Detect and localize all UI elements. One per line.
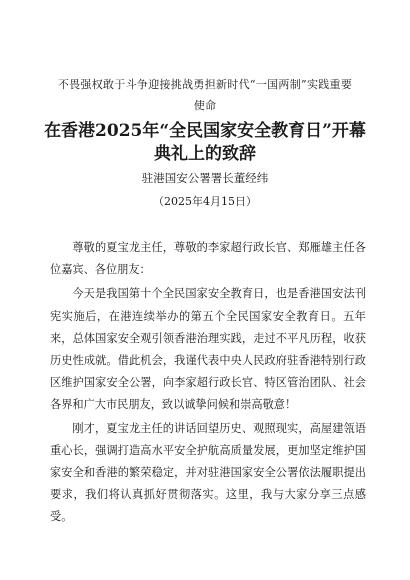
title-line-2: 典礼上的致辞 bbox=[154, 144, 256, 164]
body-paragraph: 今天是我国第十个全民国家安全教育日，也是香港国安法刊宪实施后，在港连续举办的第五个全民国家安全教育日。五年来，总体国家安全观引领香港治理实践，走过不平凡历程，收获历史性成就。借此机会，我谨代表中央人民政府驻香港特别行政区维护国家安全公署，向李家超行政长官、特区管治团队、社会各界和广大市民朋友，致以诚挚问候和崇高敬意！ bbox=[50, 287, 366, 412]
body-paragraph: 刚才，夏宝龙主任的讲话回望历史、观照现实，高屋建瓴语重心长，强调打造高水平安全护航高质量发展，更加坚定维护国家安全和香港的繁荣稳定，并对驻港国家安全公署依法履职提出要求，我们将认真抓好贯彻落实。这里，我与大家分享三点感受。 bbox=[50, 421, 366, 524]
supertitle-line-2: 使命 bbox=[193, 99, 217, 112]
document-title bbox=[40, 120, 370, 166]
speech-body bbox=[50, 237, 366, 529]
title-line-1: 在香港2025年“全民国家安全教育日”开幕 bbox=[44, 121, 366, 141]
salutation-paragraph: 尊敬的夏宝龙主任，尊敬的李家超行政长官、郑雁雄主任各位嘉宾、各位朋友： bbox=[50, 241, 366, 277]
speaker-byline: 驻港国安公署署长董经纬 bbox=[141, 171, 269, 185]
supertitle-line-1: 不畏强权敢于斗争迎接挑战勇担新时代“一国两制”实践重要 bbox=[57, 78, 353, 91]
document-supertitle bbox=[46, 74, 364, 116]
speech-date: （2025年4月15日） bbox=[153, 195, 257, 208]
